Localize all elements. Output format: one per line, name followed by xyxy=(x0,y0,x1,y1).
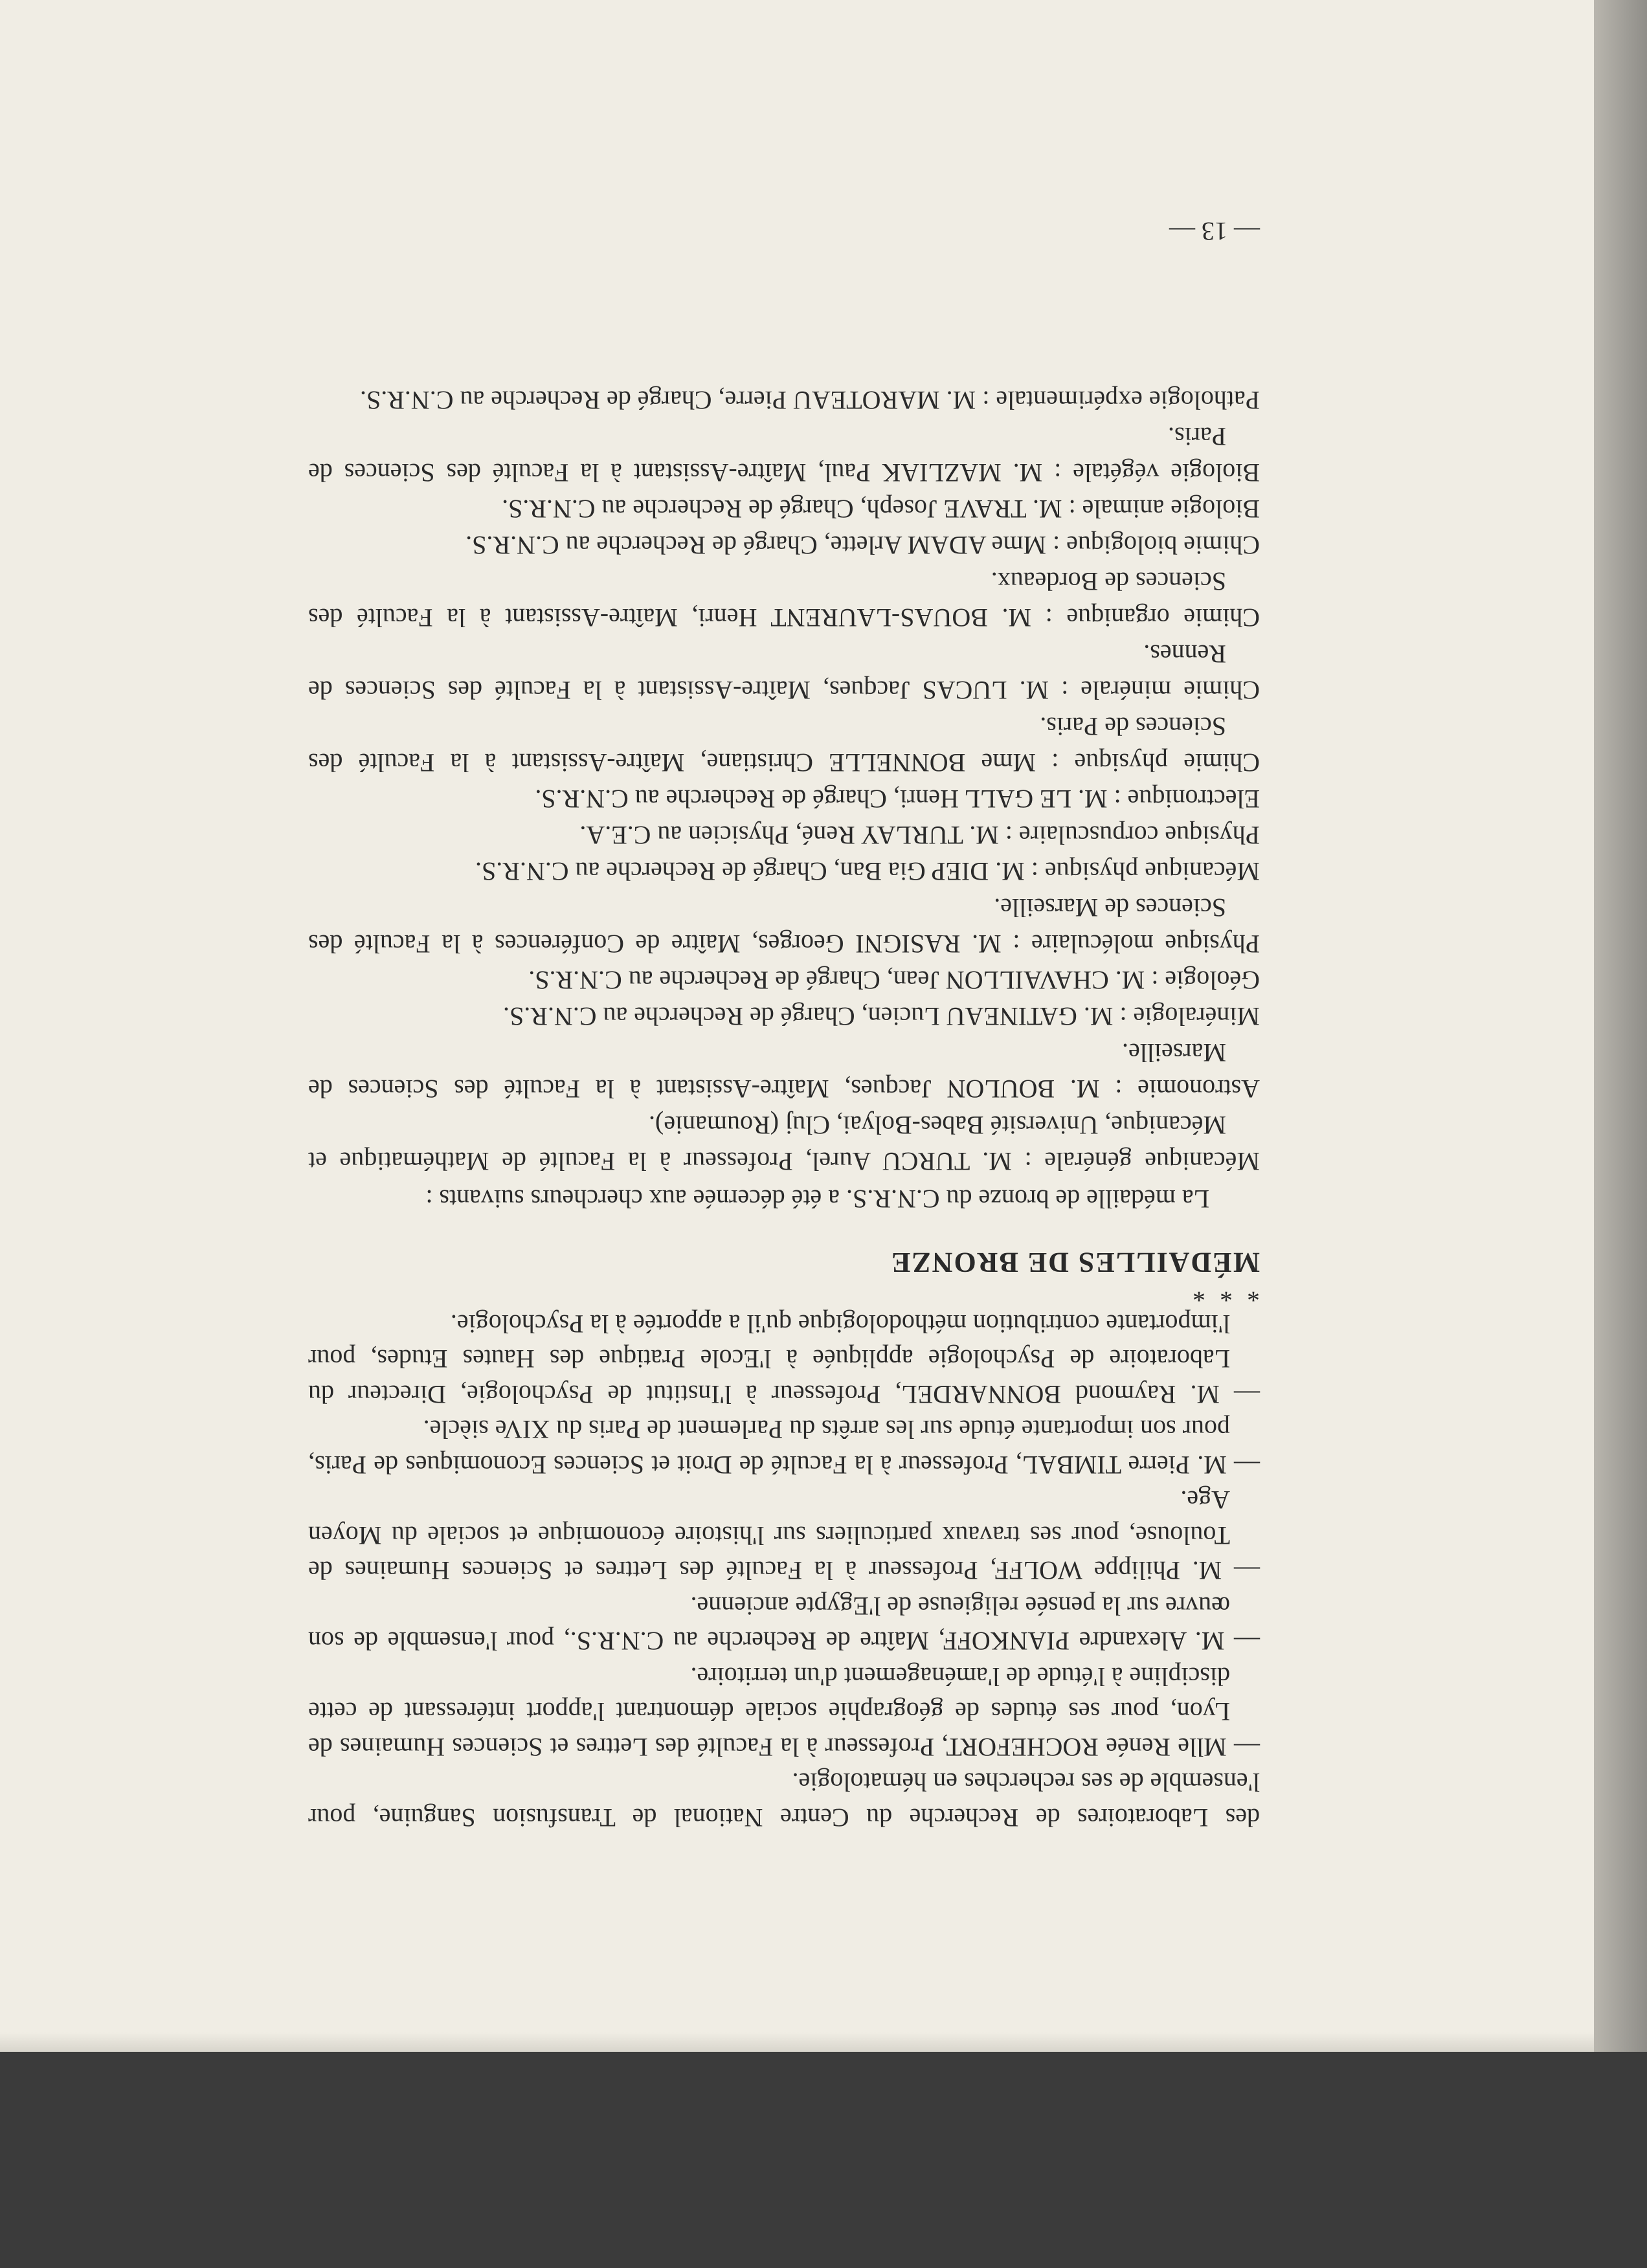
medal-entry: Chimie organique : M. BOUAS-LAURENT Henri, Maître-Assistant à la Faculté des Sciences de Bordeaux. xyxy=(308,567,1260,633)
rotated-text-block xyxy=(308,214,1260,1835)
medal-entry: Pathologie expérimentale : M. MAROTEAU Pierre, Chargé de Recherche au C.N.R.S. xyxy=(359,386,1260,416)
medal-entry: Physique moléculaire : M. RASIGNI Georges, Maître de Conférences à la Faculté des Sciences de Marseille. xyxy=(308,893,1260,959)
page-number: — 13 — xyxy=(1169,217,1260,247)
medal-entry: Physique corpusculaire : M. TURLAY René, Physicien au C.E.A. xyxy=(579,821,1260,850)
medal-entry: Mécanique générale : M. TURCU Aurel, Professeur à la Faculté de Mathématique et Mécanique, Université Babes-Bolyai, Cluj (Roumanie). xyxy=(308,1111,1260,1177)
scanner-background xyxy=(0,2052,1647,2268)
medal-list xyxy=(308,383,1260,1180)
medal-entry: Chimie minérale : M. LUCAS Jacques, Maître-Assistant à la Faculté des Sciences de Rennes. xyxy=(308,639,1260,706)
medal-entry: Electronique : M. LE GALL Henri, Chargé de Recherche au C.N.R.S. xyxy=(535,784,1260,814)
medal-entry: Biologie animale : M. TRAVE Joseph, Chargé de Recherche au C.N.R.S. xyxy=(502,495,1260,524)
medal-entry: Biologie végétale : M. MAZLIAK Paul, Maître-Assistant à la Faculté des Sciences de Paris. xyxy=(308,422,1260,488)
section-heading: MÉDAILLES DE BRONZE xyxy=(890,1247,1260,1279)
page-bottom-shadow xyxy=(0,2032,1594,2052)
award-entry: — M. Pierre TIMBAL, Professeur à la Faculté de Droit et Sciences Economiques de Paris, pour son importante étude sur les arrêts du Parlement de Paris du XIVe siècle. xyxy=(308,1415,1260,1480)
medal-entry: Chimie physique : Mme BONNELLE Christiane, Maître-Assistant à la Faculté des Sciences de Paris. xyxy=(308,712,1260,778)
medal-entry: Mécanique physique : M. DIEP Gia Ban, Chargé de Recherche au C.N.R.S. xyxy=(475,857,1260,887)
page-edge-shadow xyxy=(1594,0,1647,2052)
medal-entry: Géologie : M. CHAVAILLON Jean, Chargé de Recherche au C.N.R.S. xyxy=(528,966,1260,995)
award-entry: — M. Raymond BONNARDEL, Professeur à l'Institut de Psychologie, Directeur du Laboratoire de Psychologie appliquée à l'Ecole Pratique des Hautes Etudes, pour l'importante contribution méthodologique qu'il a apportée à la Psychologie. xyxy=(308,1309,1260,1409)
medal-entry: Chimie biologique : Mme ADAM Arlette, Chargé de Recherche au C.N.R.S. xyxy=(465,531,1260,561)
section-separator: * * * xyxy=(1189,1278,1260,1308)
medal-entry: Astronomie : M. BOULON Jacques, Maître-Assistant à la Faculté des Sciences de Marseille. xyxy=(308,1038,1260,1104)
award-entry: — M. Philippe WOLFF, Professeur à la Faculté des Lettres et Sciences Humaines de Toulouse, pour ses travaux particuliers sur l'histoire économique et sociale du Moyen Age. xyxy=(308,1485,1260,1586)
award-entry: — M. Alexandre PIANKOFF, Maître de Recherche au C.N.R.S., pour l'ensemble de son œuvre sur la pensée religieuse de l'Egypte ancienne. xyxy=(308,1592,1260,1656)
paragraph: des Laboratoires de Recherche du Centre National de Transfusion Sanguine, pour l'ensemble de ses recherches en hématologie. xyxy=(308,1768,1260,1832)
medal-entry: Minéralogie : M. GATINEAU Lucien, Chargé de Recherche au C.N.R.S. xyxy=(503,1002,1260,1032)
intro-paragraph: La médaille de bronze du C.N.R.S. a été décernée aux chercheurs suivants : xyxy=(425,1184,1209,1214)
award-entry: — Mlle Renée ROCHEFORT, Professeur à la Faculté des Lettres et Sciences Humaines de Lyon, pour ses études de géographie sociale démontrant l'apport intéressant de cette discipline à l'étude de l'aménagement d'un territoire. xyxy=(308,1662,1260,1762)
